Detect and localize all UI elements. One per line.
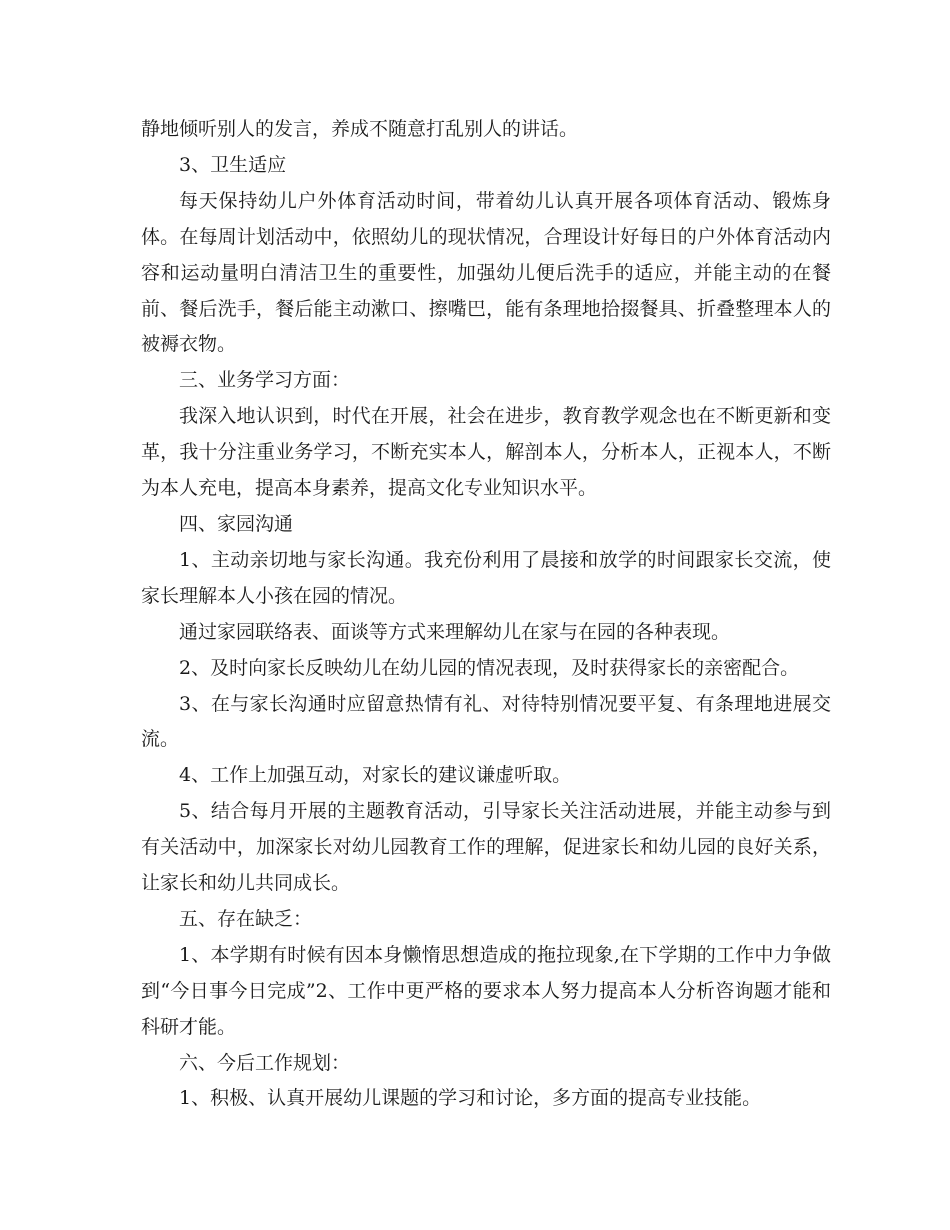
- section-heading: 六、今后工作规划：: [179, 1051, 351, 1074]
- section-heading: 三、业务学习方面：: [179, 369, 351, 392]
- paragraph: 2、及时向家长反映幼儿在幼儿园的情况表现，及时获得家长的亲密配合。: [179, 656, 800, 679]
- paragraph: 静地倾听别人的发言，养成不随意打乱别人的讲话。: [141, 118, 579, 140]
- paragraph: 通过家园联络表、面谈等方式来理解幼儿在家与在园的各种表现。: [179, 620, 731, 643]
- paragraph: 我深入地认识到，时代在开展，社会在进步，教育教学观念也在不断更新和变革，我十分注重业务学习，不断充实本人，解剖本人，分析本人，正视本人，不断为本人充电，提高本身素养，提高文化专业知识水平。: [141, 405, 831, 500]
- paragraph: 1、积极、认真开展幼儿课题的学习和讨论，多方面的提高专业技能。: [179, 1087, 762, 1110]
- paragraph: 1、主动亲切地与家长沟通。我充份利用了晨接和放学的时间跟家长交流，使家长理解本人小孩在园的情况。: [141, 548, 831, 607]
- paragraph: 1、本学期有时候有因本身懒惰思想造成的拖拉现象,在下学期的工作中力争做到“今日事今日完成”2、工作中更严格的要求本人努力提高本人分析咨询题才能和科研才能。: [141, 943, 831, 1038]
- paragraph: 4、工作上加强互动，对家长的建议谦虚听取。: [179, 764, 572, 787]
- section-heading: 3、卫生适应: [179, 153, 287, 176]
- section-heading: 五、存在缺乏：: [179, 907, 313, 930]
- section-heading: 四、家园沟通: [179, 512, 294, 535]
- document-body: [141, 112, 831, 1117]
- paragraph: 5、结合每月开展的主题教育活动，引导家长关注活动进展，并能主动参与到有关活动中，加深家长对幼儿园教育工作的理解，促进家长和幼儿园的良好关系，让家长和幼儿共同成长。: [141, 800, 831, 895]
- paragraph: 3、在与家长沟通时应留意热情有礼、对待特别情况要平复、有条理地进展交流。: [141, 692, 831, 751]
- paragraph: 每天保持幼儿户外体育活动时间，带着幼儿认真开展各项体育活动、锻炼身体。在每周计划活动中，依照幼儿的现状情况，合理设计好每日的户外体育活动内容和运动量明白清洁卫生的重要性，加强幼儿便后洗手的适应，并能主动的在餐前、餐后洗手，餐后能主动漱口、擦嘴巴，能有条理地拾掇餐具、折叠整理本人的被褥衣物。: [141, 189, 831, 356]
